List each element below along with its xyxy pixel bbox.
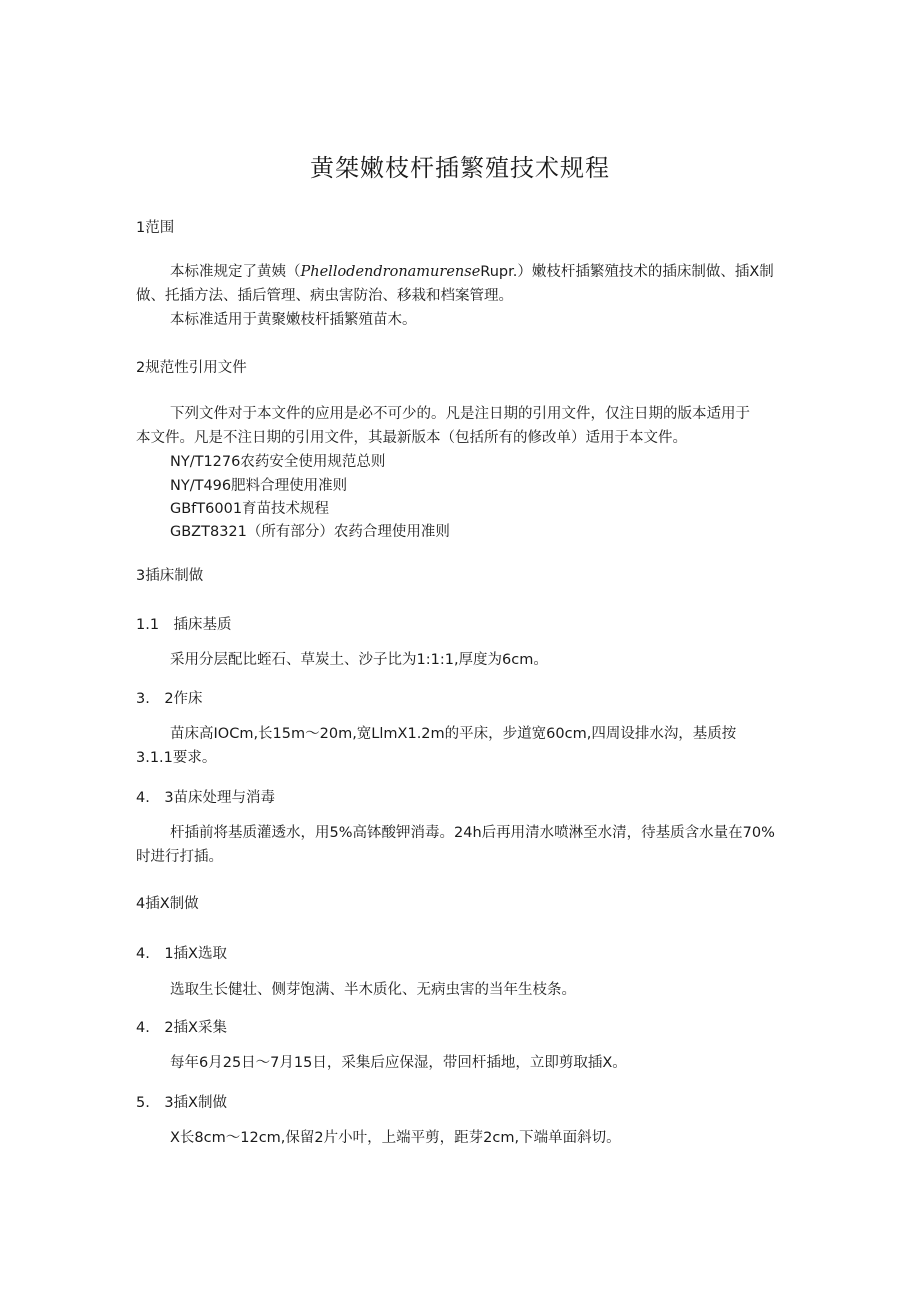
section-4-2-heading: 4. 2插X采集: [136, 1020, 227, 1036]
reference-item: GBfT6001育苗技术规程: [170, 501, 330, 517]
reference-item: NY/T496肥料合理使用准则: [170, 478, 348, 494]
section-2-para-line-2: 本文件。凡是不注日期的引用文件，其最新版本（包括所有的修改单）适用于本文件。: [136, 430, 687, 446]
text-run: Rupr.）嫩枝杆插繁殖技术的插床制做、插X制: [480, 264, 774, 280]
latin-name: Phellodendronamurense: [300, 264, 481, 280]
section-3-heading: 3插床制做: [136, 568, 204, 584]
section-3-2-text-line-1: 苗床高IOCm,长15m～20m,宽LlmX1.2m的平床，步道宽60cm,四周设排水沟，基质按: [170, 726, 737, 742]
section-1-para-1-line-2: 做、托插方法、插后管理、病虫害防治、移栽和档案管理。: [136, 288, 513, 304]
section-3-3-text-line-1: 杆插前将基质灌透水，用5%高钵酸钾消毒。24h后再用清水喷淋至水清，待基质含水量在70%: [170, 825, 775, 841]
section-3-1-text: 采用分层配比蛭石、草炭土、沙子比为1:1:1,厚度为6cm。: [170, 652, 548, 668]
doc-title: 黄桀嫩枝杆插繁殖技术规程: [310, 154, 610, 182]
section-3-3-text-line-2: 时进行打插。: [136, 849, 223, 865]
section-4-1-heading: 4. 1插X选取: [136, 946, 227, 962]
section-1-heading: 1范围: [136, 220, 175, 236]
section-2-heading: 2规范性引用文件: [136, 360, 247, 376]
section-4-3-heading: 5. 3插X制做: [136, 1095, 227, 1111]
section-1-para-1-line-1: [170, 262, 774, 282]
section-1-para-2: 本标准适用于黄聚嫩枝杆插繁殖苗木。: [170, 312, 417, 328]
section-4-2-text: 每年6月25日～7月15日，采集后应保湿，带回杆插地，立即剪取插X。: [170, 1055, 627, 1071]
reference-item: NY/T1276农药安全使用规范总则: [170, 454, 386, 470]
reference-item: GBZT8321（所有部分）农药合理使用准则: [170, 524, 450, 540]
section-3-3-heading: 4. 3苗床处理与消毒: [136, 790, 276, 806]
section-3-2-heading: 3. 2作床: [136, 691, 203, 707]
section-4-heading: 4插X制做: [136, 896, 199, 912]
section-4-1-text: 选取生长健壮、侧芽饱满、半木质化、无病虫害的当年生枝条。: [170, 982, 576, 998]
section-3-2-text-line-2: 3.1.1要求。: [136, 750, 217, 766]
section-3-1-heading: 1.1 插床基质: [136, 617, 232, 633]
section-4-3-text: X长8cm～12cm,保留2片小叶，上端平剪，距芽2cm,下端单面斜切。: [170, 1130, 621, 1146]
text-run: 本标准规定了黄姨（: [170, 264, 301, 280]
section-2-para-line-1: 下列文件对于本文件的应用是必不可少的。凡是注日期的引用文件，仅注日期的版本适用于: [170, 406, 750, 422]
